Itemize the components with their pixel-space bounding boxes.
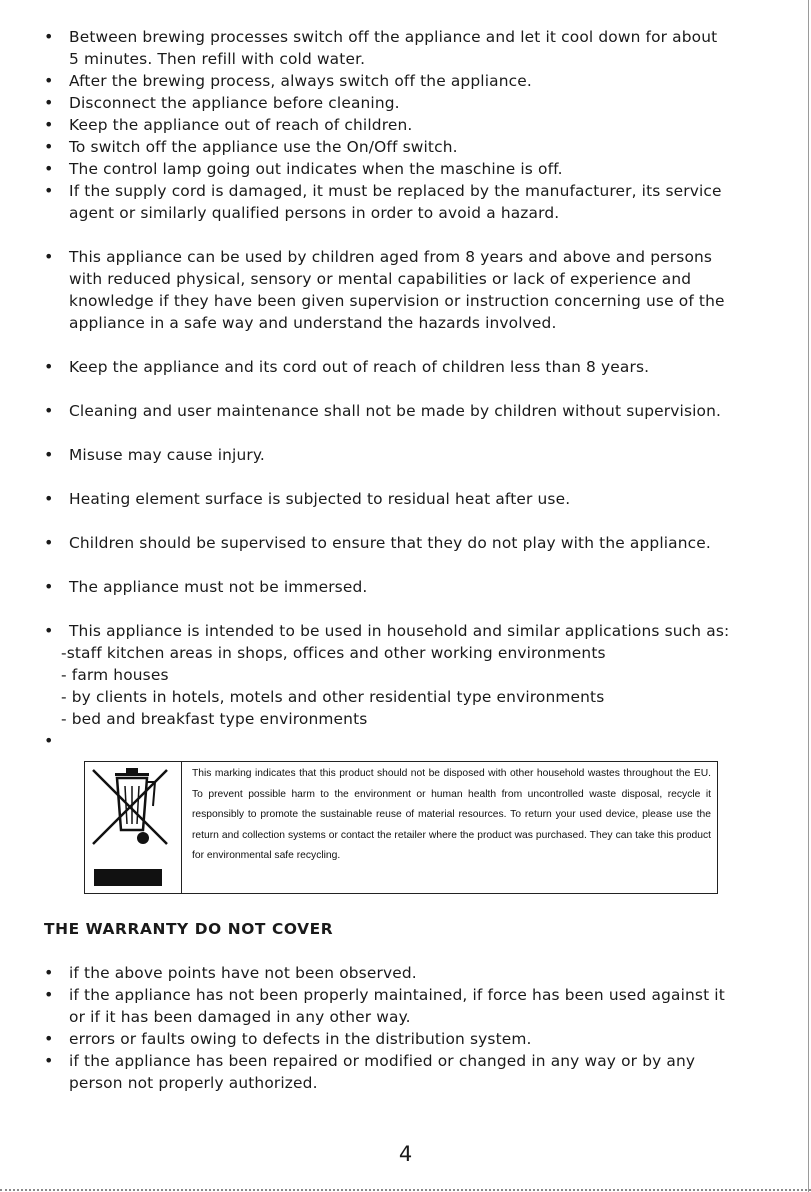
list-item: • To switch off the appliance use the On/Off switch. [44, 137, 458, 156]
sub-line: -staff kitchen areas in shops, offices and other working environments [61, 644, 606, 662]
page-edge-bottom [0, 1189, 811, 1191]
warranty-heading: THE WARRANTY DO NOT COVER [44, 920, 334, 938]
bullet-icon: • [44, 159, 54, 178]
bullet-icon: • [44, 401, 54, 420]
list-item: • if the above points have not been observed. [44, 963, 417, 982]
bullet-icon: • [44, 731, 54, 750]
bullet-icon: • [44, 27, 54, 46]
bullet-icon: • [44, 985, 54, 1004]
sub-line: - bed and breakfast type environments [61, 710, 368, 728]
list-item: • Between brewing processes switch off the appliance and let it cool down for about 5 minutes. Then refill with cold water. [44, 27, 718, 68]
list-item: • This appliance is intended to be used in household and similar applications such as: -staff kitchen areas in shops, offices and other working environments - farm houses - by clients in hotels, motels and other residential type environments - bed and breakfast type environments [0, 620, 811, 730]
bullet-icon: • [44, 1051, 54, 1070]
bullet-icon: • [44, 357, 54, 376]
bullet-icon: • [44, 1029, 54, 1048]
bullet-icon: • [44, 115, 54, 134]
safety-instructions-list [0, 26, 811, 752]
bullet-icon: • [44, 445, 54, 464]
bullet-icon: • [44, 137, 54, 156]
list-item: • errors or faults owing to defects in the distribution system. [44, 1029, 532, 1048]
bullet-icon: • [44, 247, 54, 266]
crossed-out-wheelie-bin-icon [85, 762, 181, 893]
bullet-icon: • [44, 71, 54, 90]
list-item: • Heating element surface is subjected to residual heat after use. [44, 489, 571, 508]
weee-icon-cell [85, 762, 182, 893]
list-item: • The control lamp going out indicates when the maschine is off. [44, 159, 563, 178]
bullet-icon: • [44, 489, 54, 508]
list-item: • The appliance must not be immersed. [44, 577, 368, 596]
list-item: • Keep the appliance and its cord out of reach of children less than 8 years. [44, 357, 650, 376]
page-number: 4 [398, 1142, 413, 1166]
bullet-icon: • [44, 621, 54, 640]
list-item: • Disconnect the appliance before cleaning. [44, 93, 400, 112]
list-item: • After the brewing process, always switch off the appliance. [44, 71, 532, 90]
weee-disposal-notice [84, 761, 718, 894]
list-item [0, 730, 811, 752]
list-item: • Keep the appliance out of reach of children. [44, 115, 413, 134]
bullet-icon: • [44, 533, 54, 552]
list-item: • Cleaning and user maintenance shall not be made by children without supervision. [44, 401, 722, 420]
bullet-icon: • [44, 577, 54, 596]
bullet-icon: • [44, 181, 54, 200]
bullet-icon: • [44, 963, 54, 982]
warranty-list [0, 962, 811, 1094]
list-item: • if the appliance has not been properly maintained, if force has been used against it or if it has been damaged in any other way. [44, 985, 725, 1026]
list-item: • if the appliance has been repaired or modified or changed in any way or by any person not properly authorized. [44, 1051, 696, 1092]
weee-text: This marking indicates that this product should not be disposed with other household wastes throughout the EU. To prevent possible harm to the environment or human health from uncontrolled waste disposal, recycle it responsibly to promote the sustainable reuse of material resources. To return your used device, please use the return and collection systems or contact the retailer where the product was purchased. They can take this product for environmental safe recycling. [192, 768, 711, 861]
list-item: • If the supply cord is damaged, it must be replaced by the manufacturer, its service agent or similarly qualified persons in order to avoid a hazard. [44, 181, 722, 222]
list-item: • Misuse may cause injury. [44, 445, 265, 464]
bullet-icon: • [44, 93, 54, 112]
sub-line: - farm houses [61, 666, 169, 684]
list-item: • Children should be supervised to ensure that they do not play with the appliance. [44, 533, 711, 552]
list-item: • This appliance can be used by children aged from 8 years and above and persons with reduced physical, sensory or mental capabilities or lack of experience and knowledge if they have been given supervision or instruction concerning use of the appliance in a safe way and understand the hazards involved. [44, 247, 725, 332]
sub-line: - by clients in hotels, motels and other residential type environments [61, 688, 605, 706]
